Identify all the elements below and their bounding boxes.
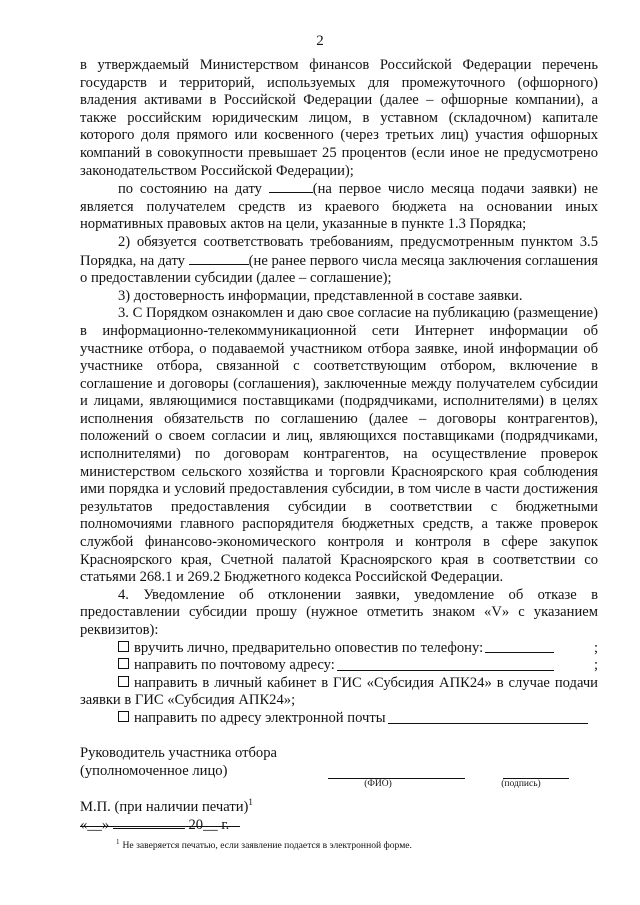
- footnote-number: 1: [116, 838, 120, 846]
- checkbox-email[interactable]: [118, 711, 129, 722]
- date-day: «__»: [80, 816, 113, 833]
- footnote-separator: [80, 826, 240, 827]
- option-postal-label: направить по почтовому адресу:: [134, 657, 335, 674]
- paragraph-date-status-b: (на первое число месяца подачи заявки) не является получателем средств из краевого бюджета на основании иных нормативных правовых актов на цели, указанные в пункте 1.3 Порядка;: [80, 181, 598, 233]
- footnote: [116, 838, 412, 851]
- stamp-date-block: [80, 793, 253, 834]
- option-gis-label: направить в личный кабинет в ГИС «Субсидия АПК24» в случае подачи заявки в ГИС «Субсидия АПК24»;: [80, 674, 598, 709]
- paragraph-offshore: в утверждаемый Министерством финансов Российской Федерации перечень государств и территорий, используемых для промежуточного (офшорного) владения активами в Российской Федерации (далее – офшорные компании), а также российским юридическим лицом, в уставном (складочном) капитале которого доля прямого или косвенного (через третьих лиц) участия офшорных компаний в совокупности превышает 25 процентов (если иное не предусмотрено законодательством Российской Федерации);: [80, 57, 598, 179]
- option-postal-end: ;: [593, 657, 598, 674]
- email-field[interactable]: [388, 722, 588, 724]
- signatory-title: Руководитель участника отбора: [80, 745, 277, 761]
- stamp-label: [80, 793, 253, 816]
- checkbox-postal[interactable]: [118, 658, 129, 669]
- paragraph-date-status: [80, 180, 598, 234]
- page-number: 2: [316, 33, 324, 49]
- stamp-footnote-ref: 1: [248, 797, 253, 807]
- checkbox-in-person[interactable]: [118, 641, 129, 652]
- option-in-person-end: ;: [593, 639, 598, 656]
- footnote-text: Не заверяется печатью, если заявление подается в электронной форме.: [122, 840, 412, 852]
- option-in-person-label: вручить лично, предварительно оповестив по телефону:: [134, 639, 484, 656]
- stamp-text: М.П. (при наличии печати): [80, 798, 249, 815]
- postal-address-field[interactable]: [337, 669, 554, 671]
- date-blank-2[interactable]: [189, 252, 249, 265]
- paragraph-obligation-b: (не ранее первого числа месяца заключения соглашения о предоставлении субсидии (далее – соглашение);: [80, 252, 598, 287]
- date-blank[interactable]: [269, 180, 313, 193]
- signature-caption: (подпись): [501, 779, 541, 789]
- option-gis: [80, 675, 598, 710]
- signatory-subtitle: (уполномоченное лицо): [80, 763, 228, 779]
- paragraph-notification: 4. Уведомление об отклонении заявки, уведомление об отказе в предоставлении субсидии прошу (нужное отметить знаком «V» с указанием реквизитов):: [80, 586, 598, 638]
- fio-caption: (ФИО): [364, 779, 392, 789]
- option-in-person: [80, 640, 598, 658]
- option-email: [80, 710, 598, 728]
- date-line: [80, 816, 253, 834]
- option-email-label: направить по адресу электронной почты: [134, 709, 386, 726]
- option-postal: [80, 657, 598, 675]
- date-year: 20__ г.: [184, 816, 230, 833]
- paragraph-date-status-a: по состоянию на дату: [118, 181, 269, 198]
- document-body: [80, 57, 598, 728]
- checkbox-gis[interactable]: [118, 676, 129, 687]
- paragraph-consent: 3. С Порядком ознакомлен и даю свое согласие на публикацию (размещение) в информационно-телекоммуникационной сети Интернет информации об участнике отбора, о подаваемой участником отбора заявке, иной информации об участнике отбора, связанной с соответствующим отбором, включение в соглашение и договоры (соглашения), заключенные между получателем субсидии и лицами, являющимися поставщиками (подрядчиками, исполнителями) в целях исполнения обязательств по соглашению (далее – договоры контрагентов), положений о своем согласии и лиц, являющихся поставщиками (подрядчиками, исполнителями) по договорам контрагентов, на осуществление проверок министерством сельского хозяйства и торговли Красноярского края соблюдения ими порядка и условий предоставления субсидии, в том числе в части достижения результатов предоставления субсидии в соответствии с бюджетными полномочиями главного распорядителя бюджетных средств, а также проверок службой финансово-экономического контроля и контроля в сфере закупок Красноярского края, Счетной палатой Красноярского края в соответствии со статьями 268.1 и 269.2 Бюджетного кодекса Российской Федерации.: [80, 305, 598, 586]
- phone-field[interactable]: [485, 651, 554, 653]
- paragraph-obligation-a: 2) обязуется соответствовать требованиям, предусмотренным пунктом 3.5 Порядка, на дату: [80, 233, 598, 269]
- signature-block: [80, 744, 598, 780]
- paragraph-reliability: 3) достоверность информации, представленной в составе заявки.: [118, 287, 523, 304]
- paragraph-obligation: [80, 234, 598, 288]
